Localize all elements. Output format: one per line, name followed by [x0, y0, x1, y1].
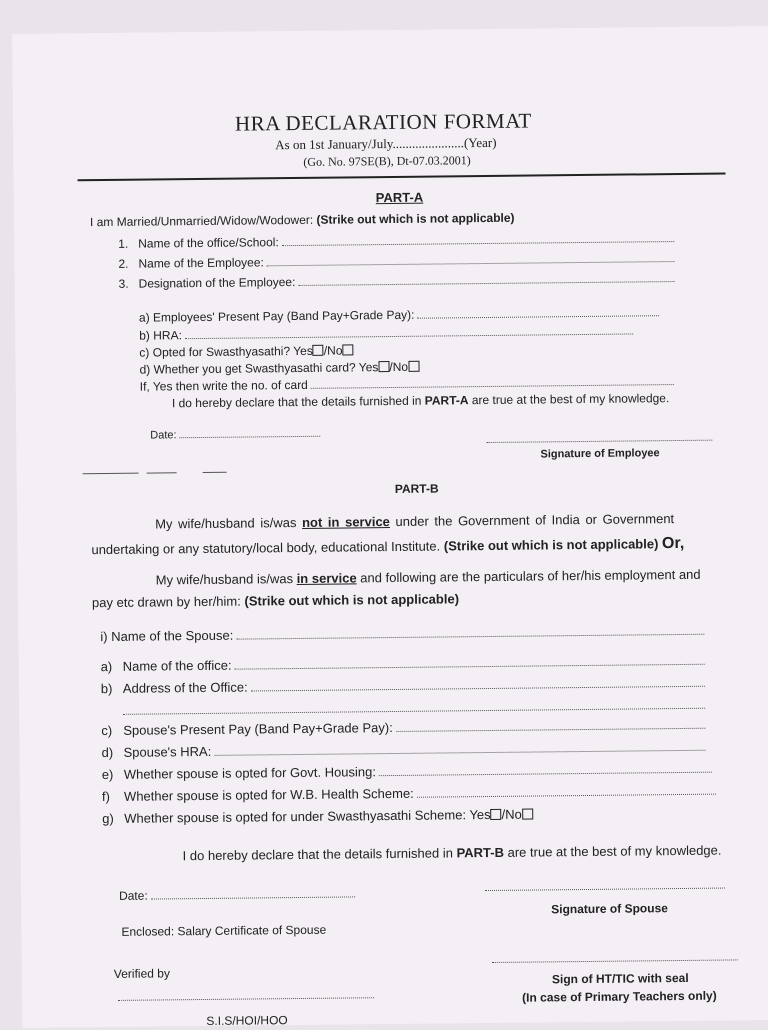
item-letter: b) — [100, 680, 113, 697]
para-text: pay etc drawn by her/him: — [91, 593, 241, 611]
declaration-text: I do hereby declare that the details furnished in — [171, 393, 425, 411]
spouse-signature-line[interactable] — [485, 887, 725, 892]
para-text: My wife/husband is/was — [155, 571, 297, 588]
question-label: Whether spouse is opted for under Swasthyasathi Scheme: Yes — [124, 806, 491, 826]
section-divider — [83, 473, 139, 475]
fill-line — [311, 375, 674, 389]
field-label: Whether spouse is opted for Govt. Housing: — [123, 764, 377, 782]
in-service-para — [156, 567, 701, 588]
as-on-line: As on 1st January/July......................(Year) — [275, 134, 497, 153]
no-checkbox[interactable] — [522, 809, 533, 820]
spouse-signature-label: Signature of Spouse — [551, 901, 668, 917]
header-rule — [78, 172, 726, 181]
office-address-line-2[interactable] — [123, 707, 705, 715]
enclosed-label: Enclosed: — [121, 924, 175, 939]
strike-note: (Strike out which is not applicable) — [244, 591, 460, 609]
part-b-declaration — [183, 843, 722, 864]
part-a-declaration — [172, 391, 670, 410]
ht-tic-sign-label: Sign of HT/TIC with seal — [551, 970, 689, 987]
fill-line — [179, 427, 320, 438]
marital-status-note: (Strike out which is not applicable) — [316, 210, 515, 227]
order-reference: (Go. No. 97SE(B), Dt-07.03.2001) — [303, 153, 471, 169]
field-label: Address of the Office: — [122, 679, 248, 696]
fill-line — [214, 741, 705, 756]
part-b-heading: PART-B — [394, 481, 439, 496]
not-in-service-para — [155, 511, 674, 531]
verified-by-label: Verified by — [113, 966, 170, 981]
field-number: 1. — [118, 236, 129, 251]
enclosure-line — [121, 923, 326, 939]
declaration-text: are true at the best of my knowledge. — [468, 391, 670, 408]
field-label: a) Employees' Present Pay (Band Pay+Grade Pay): — [138, 307, 415, 325]
question-label: c) Opted for Swasthyasathi? Yes — [139, 343, 313, 360]
field-number: 3. — [118, 276, 129, 291]
para-text: under the Government of India or Government — [389, 511, 675, 530]
not-in-service-phrase: not in service — [301, 514, 390, 530]
fill-line — [236, 625, 704, 640]
fill-line — [417, 785, 716, 798]
opted-swasthyasathi-question — [139, 343, 353, 359]
primary-teachers-note: (In case of Primary Teachers only) — [522, 988, 717, 1005]
fill-line — [151, 887, 355, 899]
spouse-pay-field[interactable] — [101, 717, 705, 738]
field-label: i) Name of the Spouse: — [100, 627, 234, 645]
part-a-heading: PART-A — [375, 189, 424, 206]
section-divider — [147, 472, 177, 473]
field-label: b) HRA: — [139, 328, 182, 343]
fill-line — [417, 306, 659, 319]
field-label: Whether spouse is opted for W.B. Health Scheme: — [123, 785, 414, 804]
field-label: Name of the office: — [122, 657, 232, 674]
item-letter: d) — [101, 744, 114, 761]
fill-line — [267, 252, 675, 266]
designation-field[interactable] — [119, 271, 675, 291]
declaration-part-ref: PART-A — [424, 393, 469, 408]
sis-hoi-hoo-label: S.I.S/HOI/HOO — [206, 1013, 288, 1028]
fill-line — [396, 719, 706, 732]
para-text: and following are the particulars of her/his employment and — [356, 566, 701, 586]
swasthyasathi-card-question — [139, 360, 419, 377]
item-letter: f) — [101, 788, 111, 805]
yes-checkbox[interactable] — [313, 345, 324, 356]
field-number: 2. — [118, 256, 129, 271]
hra-field[interactable] — [139, 323, 633, 342]
sis-signature-line[interactable] — [118, 996, 374, 1001]
no-label: /No — [389, 359, 409, 375]
date-label: Date: — [150, 429, 177, 442]
not-in-service-para-line2 — [91, 535, 684, 559]
verifier-signature-line[interactable] — [492, 958, 738, 963]
office-school-field[interactable] — [118, 231, 674, 251]
marital-status-line — [90, 211, 515, 229]
employee-name-field[interactable] — [118, 251, 674, 271]
field-label: Name of the Employee: — [138, 255, 264, 271]
part-a-date-field[interactable] — [150, 427, 320, 442]
employee-signature-label: Signature of Employee — [540, 447, 660, 461]
spouse-name-field[interactable] — [100, 623, 704, 644]
form-title: HRA DECLARATION FORMAT — [234, 108, 532, 136]
yes-checkbox[interactable] — [378, 361, 389, 372]
marital-status-label: I am Married/Unmarried/Widow/Wodower: — [89, 212, 314, 230]
field-label: If, Yes then write the no. of card — [139, 377, 308, 394]
declaration-text: I do hereby declare that the details furnished in — [182, 845, 457, 864]
field-label: Name of the office/School: — [138, 235, 279, 251]
fill-line — [282, 232, 675, 246]
fill-line — [234, 655, 704, 670]
or-label: Or, — [661, 534, 685, 553]
spouse-hra-field[interactable] — [101, 739, 705, 760]
no-label: /No — [323, 343, 343, 358]
field-label: Designation of the Employee: — [138, 275, 296, 291]
para-text: undertaking or any statutory/local body, educational Institute. — [91, 538, 441, 558]
declaration-text: are true at the best of my knowledge. — [503, 842, 722, 860]
part-b-date-field[interactable] — [119, 886, 355, 902]
fill-line — [298, 272, 674, 286]
office-name-field[interactable] — [101, 653, 705, 674]
enclosed-value: Salary Certificate of Spouse — [177, 922, 327, 939]
present-pay-field[interactable] — [139, 305, 659, 324]
field-label: Spouse's HRA: — [123, 743, 212, 760]
strike-note: (Strike out which is not applicable) — [443, 536, 659, 554]
question-label: d) Whether you get Swasthyasathi card? Yes — [139, 360, 379, 377]
in-service-para-line2 — [92, 591, 459, 610]
declaration-part-ref: PART-B — [456, 844, 505, 861]
form-sheet — [12, 26, 768, 1028]
date-label: Date: — [118, 888, 148, 903]
in-service-phrase: in service — [296, 570, 357, 587]
yes-checkbox[interactable] — [491, 809, 502, 820]
para-text: My wife/husband is/was — [155, 514, 303, 532]
item-letter: c) — [101, 722, 113, 739]
field-label: Spouse's Present Pay (Band Pay+Grade Pay): — [123, 720, 393, 738]
item-letter: e) — [101, 766, 114, 783]
no-checkbox[interactable] — [342, 344, 353, 355]
swasthyasathi-scheme-question — [102, 807, 533, 827]
no-label: /No — [501, 806, 522, 822]
office-address-field[interactable] — [101, 675, 705, 696]
govt-housing-field[interactable] — [102, 761, 712, 782]
item-letter: a) — [100, 658, 113, 675]
card-number-field[interactable] — [140, 374, 674, 394]
no-checkbox[interactable] — [408, 361, 419, 372]
item-letter: g) — [102, 810, 114, 827]
health-scheme-field[interactable] — [102, 783, 716, 804]
fill-line — [251, 677, 705, 692]
employee-signature-line[interactable] — [486, 439, 712, 443]
fill-line — [185, 324, 633, 339]
fill-line — [379, 763, 712, 776]
section-divider — [203, 472, 227, 473]
